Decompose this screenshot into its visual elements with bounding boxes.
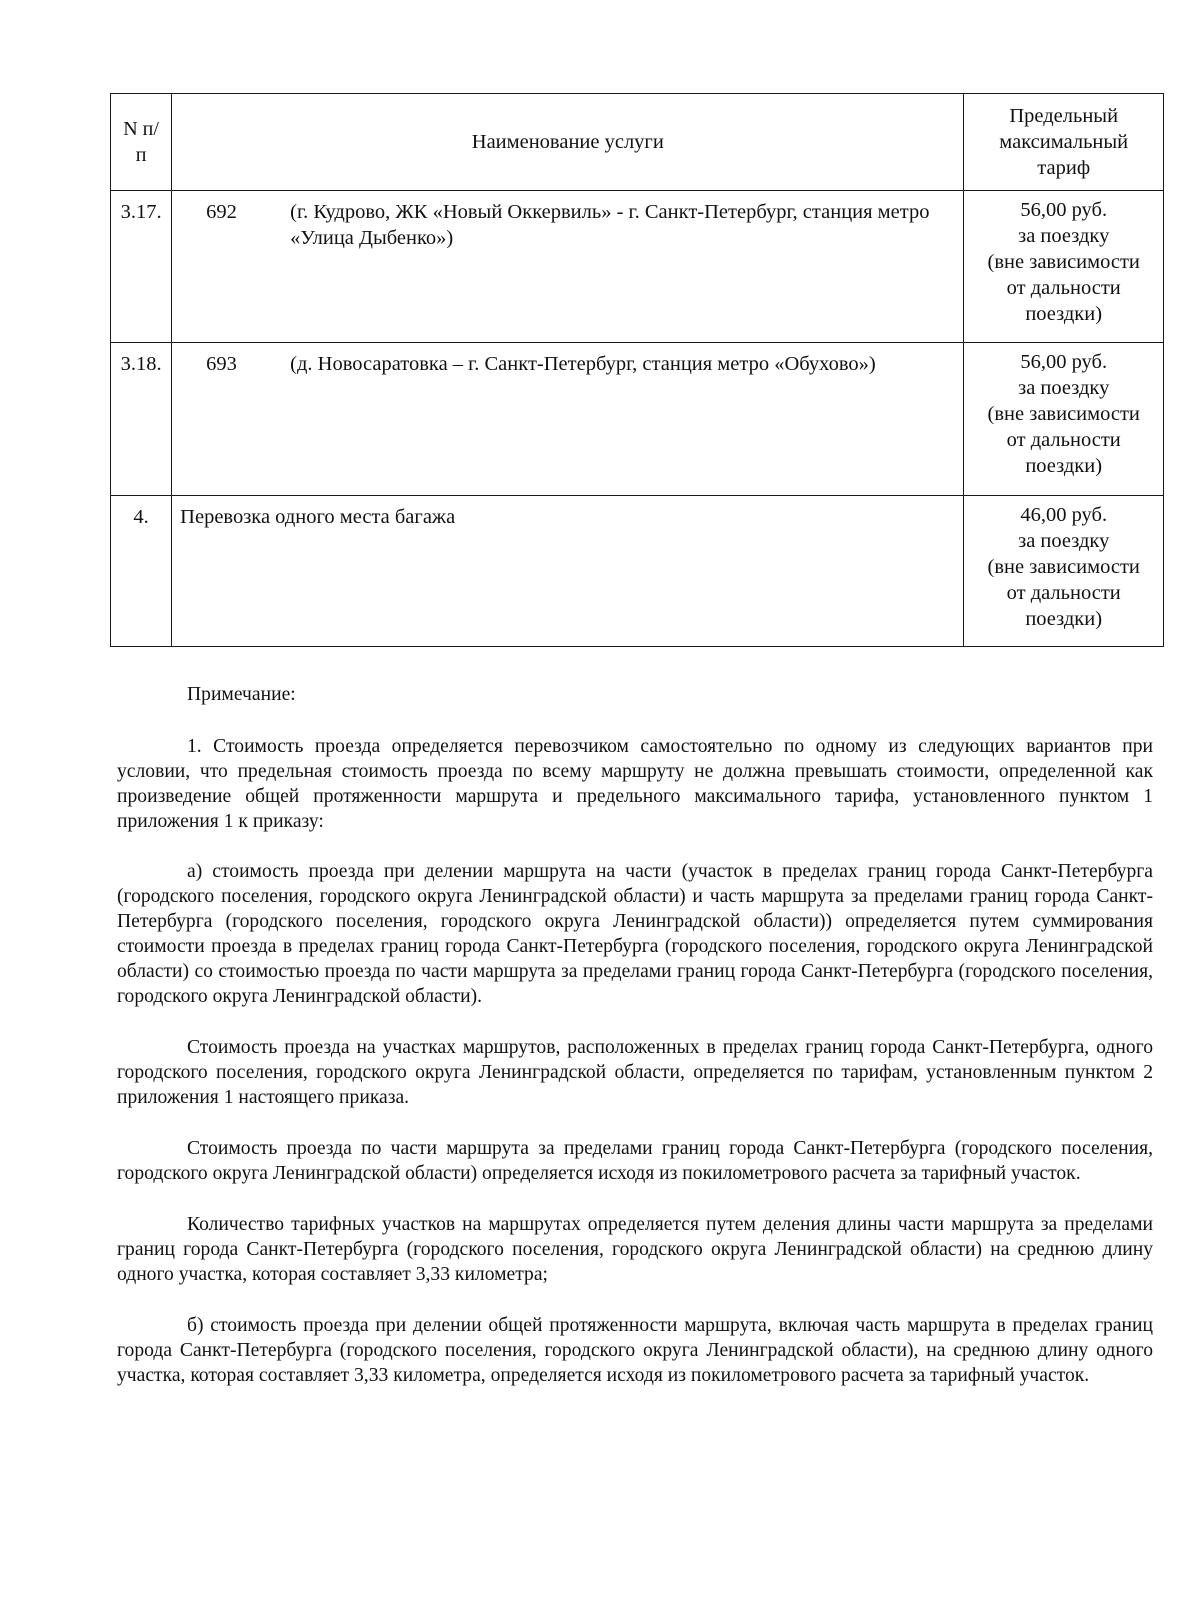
tariff-line: поездки) [1025, 455, 1103, 477]
row-tariff [964, 191, 1164, 343]
tariff-line: 56,00 руб. [1020, 199, 1108, 221]
row-tariff [964, 343, 1164, 496]
row-tariff [964, 496, 1164, 647]
tariff-line: за поездку [1018, 377, 1110, 399]
tariff-line: (вне зависимости [987, 403, 1140, 425]
table-row [111, 343, 1164, 496]
row-name-cell [172, 496, 964, 647]
notes-title: Примечание: [187, 684, 296, 705]
tariff-line: поездки) [1025, 608, 1103, 630]
table-row [111, 191, 1164, 343]
note-paragraph: Стоимость проезда по части маршрута за пределами границ города Санкт-Петербурга (городского поселения, городского округа Ленинградской области) определяется исходя из покилометрового расчета за тарифный участок. [117, 1138, 1153, 1184]
tariff-line: (вне зависимости [987, 251, 1140, 273]
header-num [111, 94, 172, 191]
tariff-line: за поездку [1018, 225, 1110, 247]
tariff-line: (вне зависимости [987, 556, 1140, 578]
header-tariff-line: тариф [1037, 157, 1091, 179]
header-name-label: Наименование услуги [471, 131, 664, 153]
row-num: 3.18. [111, 343, 172, 496]
tariff-line: за поездку [1018, 530, 1110, 552]
tariff-line: от дальности [1006, 429, 1121, 451]
row-num: 3.17. [111, 191, 172, 343]
tariff-line: от дальности [1006, 582, 1121, 604]
header-tariff-line: Предельный [1009, 105, 1119, 127]
route-name: (д. Новосаратовка – г. Санкт-Петербург, станция метро «Обухово») [290, 353, 876, 375]
tariff-table [110, 93, 1164, 647]
tariff-line: 46,00 руб. [1020, 504, 1108, 526]
tariff-line: поездки) [1025, 303, 1103, 325]
tariff-line: 56,00 руб. [1020, 351, 1108, 373]
note-paragraph: 1. Стоимость проезда определяется перевозчиком самостоятельно по одному из следующих вариантов при условии, что предельная стоимость проезда по всему маршруту не должна превышать стоимости, определенной как произведение общей протяженности маршрута и предельного максимального тарифа, установленного пунктом 1 приложения 1 к приказу: [117, 736, 1153, 832]
table-header-row [111, 94, 1164, 191]
header-name [172, 94, 964, 191]
header-tariff-line: максимальный [999, 131, 1129, 153]
route-name: (г. Кудрово, ЖК «Новый Оккервиль» - г. Санкт-Петербург, станция метро «Улица Дыбенко») [290, 201, 930, 249]
tariff-line: от дальности [1006, 277, 1121, 299]
note-paragraph: Стоимость проезда на участках маршрутов, расположенных в пределах границ города Санкт-Петербурга, одного городского поселения, городского округа Ленинградской области, определяется по тарифам, установленным пунктом 2 приложения 1 настоящего приказа. [117, 1037, 1153, 1108]
service-name: Перевозка одного места багажа [180, 506, 456, 528]
route-code: 693 [206, 353, 237, 375]
route-code: 692 [206, 201, 237, 223]
table-row [111, 496, 1164, 647]
note-paragraph: Количество тарифных участков на маршрутах определяется путем деления длины части маршрута за пределами границ города Санкт-Петербурга (городского поселения, городского округа Ленинградской области) на среднюю длину одного участка, которая составляет 3,33 километра; [117, 1214, 1153, 1285]
row-num: 4. [111, 496, 172, 647]
row-name-cell [172, 191, 964, 343]
note-paragraph: б) стоимость проезда при делении общей протяженности маршрута, включая часть маршрута в пределах границ города Санкт-Петербурга (городского поселения, городского округа Ленинградской области), на среднюю длину одного участка, которая составляет 3,33 километра, определяется исходя из покилометрового расчета за тарифный участок. [117, 1315, 1153, 1386]
header-tariff [964, 94, 1164, 191]
notes-section [117, 682, 1153, 1414]
header-num-label: N п/п [123, 118, 159, 166]
row-name-cell [172, 343, 964, 496]
note-paragraph: а) стоимость проезда при делении маршрута на части (участок в пределах границ города Санкт-Петербурга (городского поселения, городского округа Ленинградской области) и часть маршрута за пределами границ города Санкт-Петербурга (городского поселения, городского округа Ленинградской области)) определяется путем суммирования стоимости проезда в пределах границ города Санкт-Петербурга (городского поселения, городского округа Ленинградской области) со стоимостью проезда по части маршрута за пределами границ города Санкт-Петербурга (городского поселения, городского округа Ленинградской области). [117, 861, 1153, 1007]
